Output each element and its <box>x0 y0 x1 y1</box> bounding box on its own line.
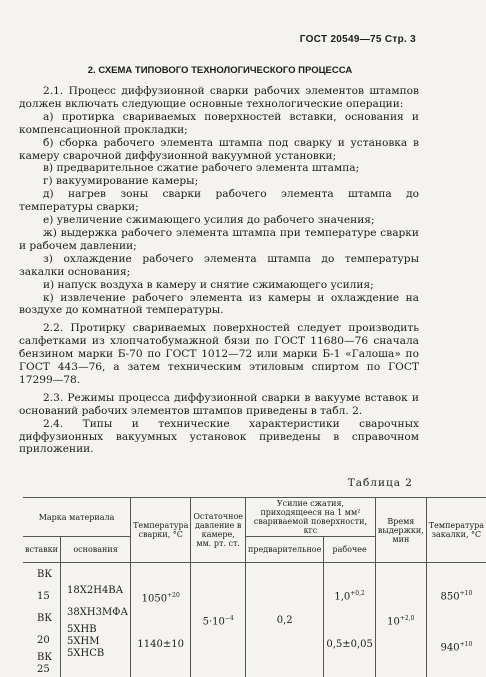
list-item-g: г) вакуумирование камеры; <box>19 175 419 188</box>
hold-time-tolerance: +2,0 <box>400 615 415 622</box>
working-pressure-value: 1,0 <box>334 591 350 602</box>
weld-temp-value-2: 1140±10 <box>133 630 188 666</box>
document-body <box>19 85 419 456</box>
hold-time-value: 10 <box>387 616 400 627</box>
quench-temp-value-2: 940 <box>441 642 460 653</box>
hold-time-cell <box>375 563 426 677</box>
header-residual-pressure: Остаточное давление в камере, мм. рт. ст. <box>191 498 246 563</box>
weld-temp-value: 1050 <box>142 593 167 604</box>
list-item-d: д) нагрев зоны сварки рабочего элемента штампа до температуры сварки; <box>19 188 419 214</box>
insert-grade: ВК 15 <box>37 564 58 608</box>
working-pressure-tolerance: +0,2 <box>350 590 365 597</box>
section-title: 2. СХЕМА ТИПОВОГО ТЕХНОЛОГИЧЕСКОГО ПРОЦЕССА <box>0 65 440 76</box>
header-working: рабочее <box>324 537 376 563</box>
base-grade: 5ХНСВ <box>67 648 128 660</box>
base-grade: 18Х2Н4ВА <box>67 580 128 602</box>
list-item-b: б) сборка рабочего элемента штампа под сварку и установка в камеру сварочной диффузионной вакуумной установки; <box>19 137 419 163</box>
header-insert: вставки <box>23 537 61 563</box>
residual-pressure-cell <box>191 563 246 677</box>
header-quench-temp: Температура закалки, °С <box>426 498 486 563</box>
list-item-i: и) напуск воздуха в камеру и снятие сжимающего усилия; <box>19 279 419 292</box>
insert-grade: ВК 20 <box>37 608 58 652</box>
header-base: основания <box>61 537 131 563</box>
list-item-v: в) предварительное сжатие рабочего элемента штампа; <box>19 162 419 175</box>
quench-temp-tolerance: +10 <box>460 590 473 597</box>
weld-temp-cell <box>131 563 191 677</box>
preliminary-pressure-cell: 0,2 <box>246 563 324 677</box>
paragraph-2-2: 2.2. Протирку свариваемых поверхностей следует производить салфетками из хлопчатобумажной бязи по ГОСТ 11680—76 сначала бензином марки Б-70 по ГОСТ 1012—72 или марки Б-1 «Галоша» по ГОСТ 443—76, а затем техническим этиловым спиртом по ГОСТ 17299—78. <box>19 322 419 387</box>
weld-temp-tolerance: +20 <box>167 592 180 599</box>
quench-temp-value: 850 <box>441 591 460 602</box>
header-weld-temp: Температура сварки, °С <box>131 498 191 563</box>
header-pressure-group: Усилие сжатия, приходящееся на 1 мм² свариваемой поверхности, кгс <box>246 498 376 537</box>
paragraph-2-1: 2.1. Процесс диффузионной сварки рабочих элементов штампов должен включать следующие основные технологические операции: <box>19 85 419 111</box>
table-body-row <box>23 563 486 677</box>
header-preliminary: предварительное <box>246 537 324 563</box>
table-caption: Таблица 2 <box>348 477 413 489</box>
insert-grade: ВК 25 <box>37 652 58 676</box>
welding-modes-table <box>23 497 486 677</box>
paragraph-2-3: 2.3. Режимы процесса диффузионной сварки в вакууме вставок и оснований рабочих элементов штампов приведены в табл. 2. <box>19 392 419 418</box>
base-grade: 5ХНМ <box>67 636 128 648</box>
list-item-k: к) извлечение рабочего элемента из камеры и охлаждение на воздухе до комнатной температуры. <box>19 292 419 318</box>
table-header-row <box>23 498 486 537</box>
quench-temp-tolerance-2: +10 <box>460 641 473 648</box>
list-item-z: з) охлаждение рабочего элемента штампа до температуры закалки основания; <box>19 253 419 279</box>
header-material-group: Марка материала <box>23 498 131 537</box>
residual-pressure-value: 5·10 <box>203 616 225 627</box>
list-item-a: а) протирка свариваемых поверхностей вставки, основания и компенсационной прокладки; <box>19 111 419 137</box>
base-grade: 38ХН3МФА <box>67 602 128 624</box>
page-header: ГОСТ 20549—75 Стр. 3 <box>300 34 416 45</box>
list-item-e: е) увеличение сжимающего усилия до рабочего значения; <box>19 214 419 227</box>
header-hold-time: Время выдержки, мин <box>375 498 426 563</box>
insert-grades-cell <box>23 563 61 677</box>
working-pressure-cell <box>324 563 376 677</box>
list-item-zh: ж) выдержка рабочего элемента штампа при температуре сварки и рабочем давлении; <box>19 227 419 253</box>
residual-pressure-exponent: −4 <box>225 615 234 622</box>
base-grades-cell <box>61 563 131 677</box>
paragraph-2-4: 2.4. Типы и технические характеристики сварочных диффузионных вакуумных установок приведены в справочном приложении. <box>19 418 419 457</box>
working-pressure-value-2: 0,5±0,05 <box>326 630 373 666</box>
quench-temp-cell <box>426 563 486 677</box>
base-grade: 5ХНВ <box>67 624 128 636</box>
